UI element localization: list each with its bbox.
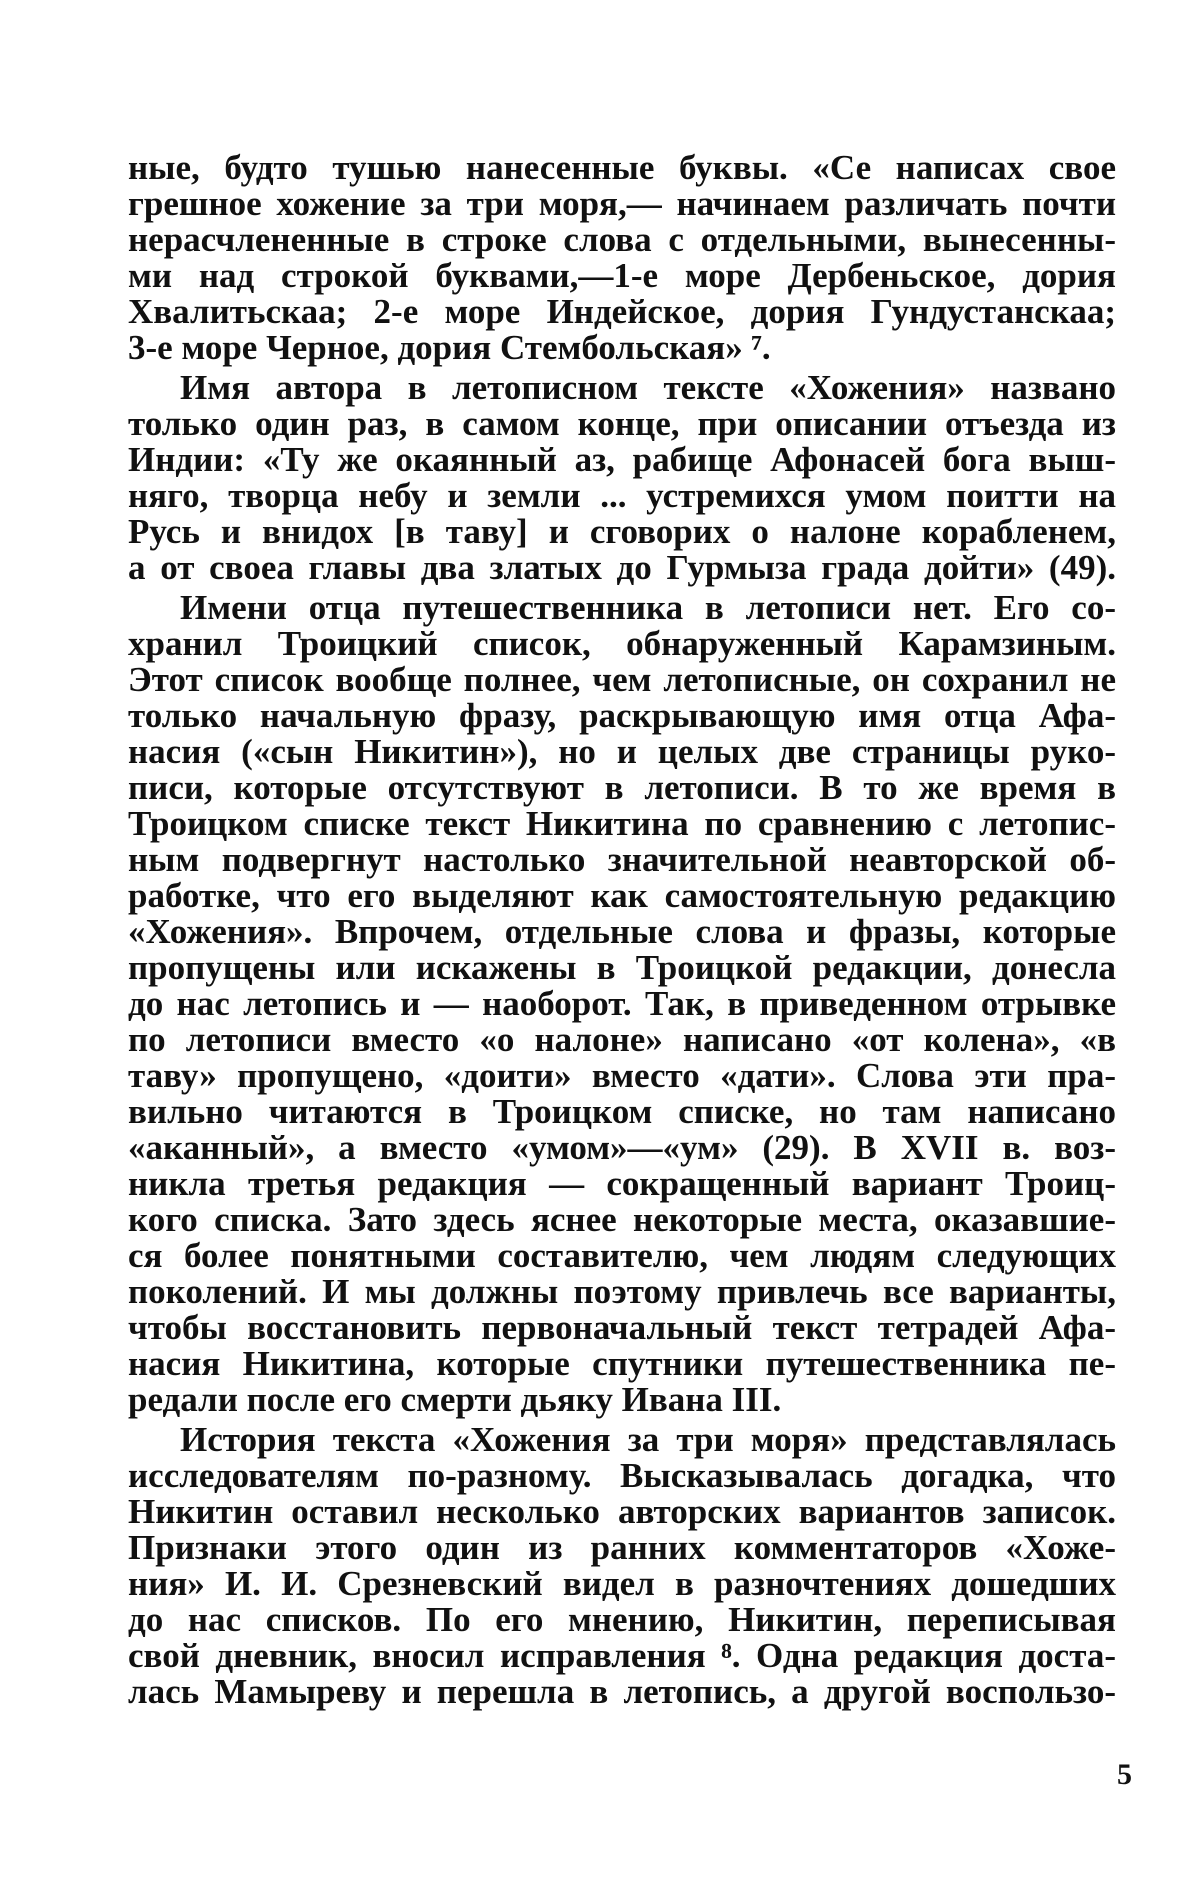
text-line: до нас списков. По его мнению, Никитин, переписывая bbox=[128, 1600, 1116, 1639]
text-line: до нас летопись и — наоборот. Так, в приведенном отрывке bbox=[128, 984, 1116, 1023]
text-line: Этот список вообще полнее, чем летописные, он сохранил не bbox=[128, 660, 1116, 699]
text-line: редали после его смерти дьяку Ивана III. bbox=[128, 1380, 782, 1419]
text-line: писи, которые отсутствуют в летописи. В то же время в bbox=[128, 768, 1116, 807]
text-line: Индии: «Ту же окаянный аз, рабище Афонасей бога выш- bbox=[128, 440, 1116, 479]
text-line: нерасчлененные в строке слова с отдельными, вынесенны- bbox=[128, 220, 1116, 259]
text-line: поколений. И мы должны поэтому привлечь все варианты, bbox=[128, 1272, 1116, 1311]
text-line: свой дневник, вносил исправления ⁸. Одна редакция доста- bbox=[128, 1636, 1116, 1675]
text-line: няго, творца небу и земли ... устремихся умом поитти на bbox=[128, 476, 1116, 515]
text-line: а от своеа главы два златых до Гурмыза града дойти» (49). bbox=[128, 548, 1116, 587]
text-line: История текста «Хожения за три моря» представлялась bbox=[180, 1420, 1116, 1459]
text-line: ным подвергнут настолько значительной неавторской об- bbox=[128, 840, 1116, 879]
page-number: 5 bbox=[1117, 1758, 1132, 1791]
text-line: Имени отца путешественника в летописи нет. Его со- bbox=[180, 588, 1116, 627]
text-line: Признаки этого один из ранних комментаторов «Хоже- bbox=[128, 1528, 1116, 1567]
text-line: по летописи вместо «о налоне» написано «от колена», «в bbox=[128, 1020, 1116, 1059]
text-line: ся более понятными составителю, чем людям следующих bbox=[128, 1236, 1116, 1275]
text-line: Троицком списке текст Никитина по сравнению с летопис- bbox=[128, 804, 1116, 843]
text-line: ми над строкой буквами,—1-е море Дербеньское, дория bbox=[128, 256, 1116, 295]
text-line: только один раз, в самом конце, при описании отъезда из bbox=[128, 404, 1116, 443]
text-line: «Хожения». Впрочем, отдельные слова и фразы, которые bbox=[128, 912, 1116, 951]
text-line: «аканный», а вместо «умом»—«ум» (29). В XVII в. воз- bbox=[128, 1128, 1116, 1167]
text-line: пропущены или искажены в Троицкой редакции, донесла bbox=[128, 948, 1116, 987]
text-line: никла третья редакция — сокращенный вариант Троиц- bbox=[128, 1164, 1116, 1203]
text-line: вильно читаются в Троицком списке, но там написано bbox=[128, 1092, 1116, 1131]
text-line: Хвалитьскаа; 2-е море Индейское, дория Гундустанскаа; bbox=[128, 292, 1116, 331]
text-line: насия Никитина, которые спутники путешественника пе- bbox=[128, 1344, 1116, 1383]
text-line: Никитин оставил несколько авторских вариантов записок. bbox=[128, 1492, 1116, 1531]
text-line: таву» пропущено, «доити» вместо «дати». Слова эти пра- bbox=[128, 1056, 1116, 1095]
text-line: хранил Троицкий список, обнаруженный Карамзиным. bbox=[128, 624, 1116, 663]
text-line: ные, будто тушью нанесенные буквы. «Се написах свое bbox=[128, 148, 1116, 187]
paragraph-4 bbox=[128, 1422, 1116, 1710]
text-line: работке, что его выделяют как самостоятельную редакцию bbox=[128, 876, 1116, 915]
text-line: чтобы восстановить первоначальный текст тетрадей Афа- bbox=[128, 1308, 1116, 1347]
body-text bbox=[128, 150, 1116, 1714]
paragraph-1 bbox=[128, 150, 1116, 366]
text-line: 3-е море Черное, дория Стембольская» ⁷. bbox=[128, 328, 771, 367]
paragraph-3 bbox=[128, 590, 1116, 1418]
text-line: только начальную фразу, раскрывающую имя отца Афа- bbox=[128, 696, 1116, 735]
text-line: Русь и внидох [в таву] и сговорих о налоне корабленем, bbox=[128, 512, 1116, 551]
paragraph-2 bbox=[128, 370, 1116, 586]
text-line: насия («сын Никитин»), но и целых две страницы руко- bbox=[128, 732, 1116, 771]
text-line: исследователям по-разному. Высказывалась догадка, что bbox=[128, 1456, 1116, 1495]
text-line: ния» И. И. Срезневский видел в разночтениях дошедших bbox=[128, 1564, 1116, 1603]
text-line: грешное хожение за три моря,— начинаем различать почти bbox=[128, 184, 1116, 223]
text-line: Имя автора в летописном тексте «Хожения» названо bbox=[180, 368, 1116, 407]
text-line: кого списка. Зато здесь яснее некоторые места, оказавшие- bbox=[128, 1200, 1116, 1239]
text-line: лась Мамыреву и перешла в летопись, а другой воспользо- bbox=[128, 1672, 1116, 1711]
